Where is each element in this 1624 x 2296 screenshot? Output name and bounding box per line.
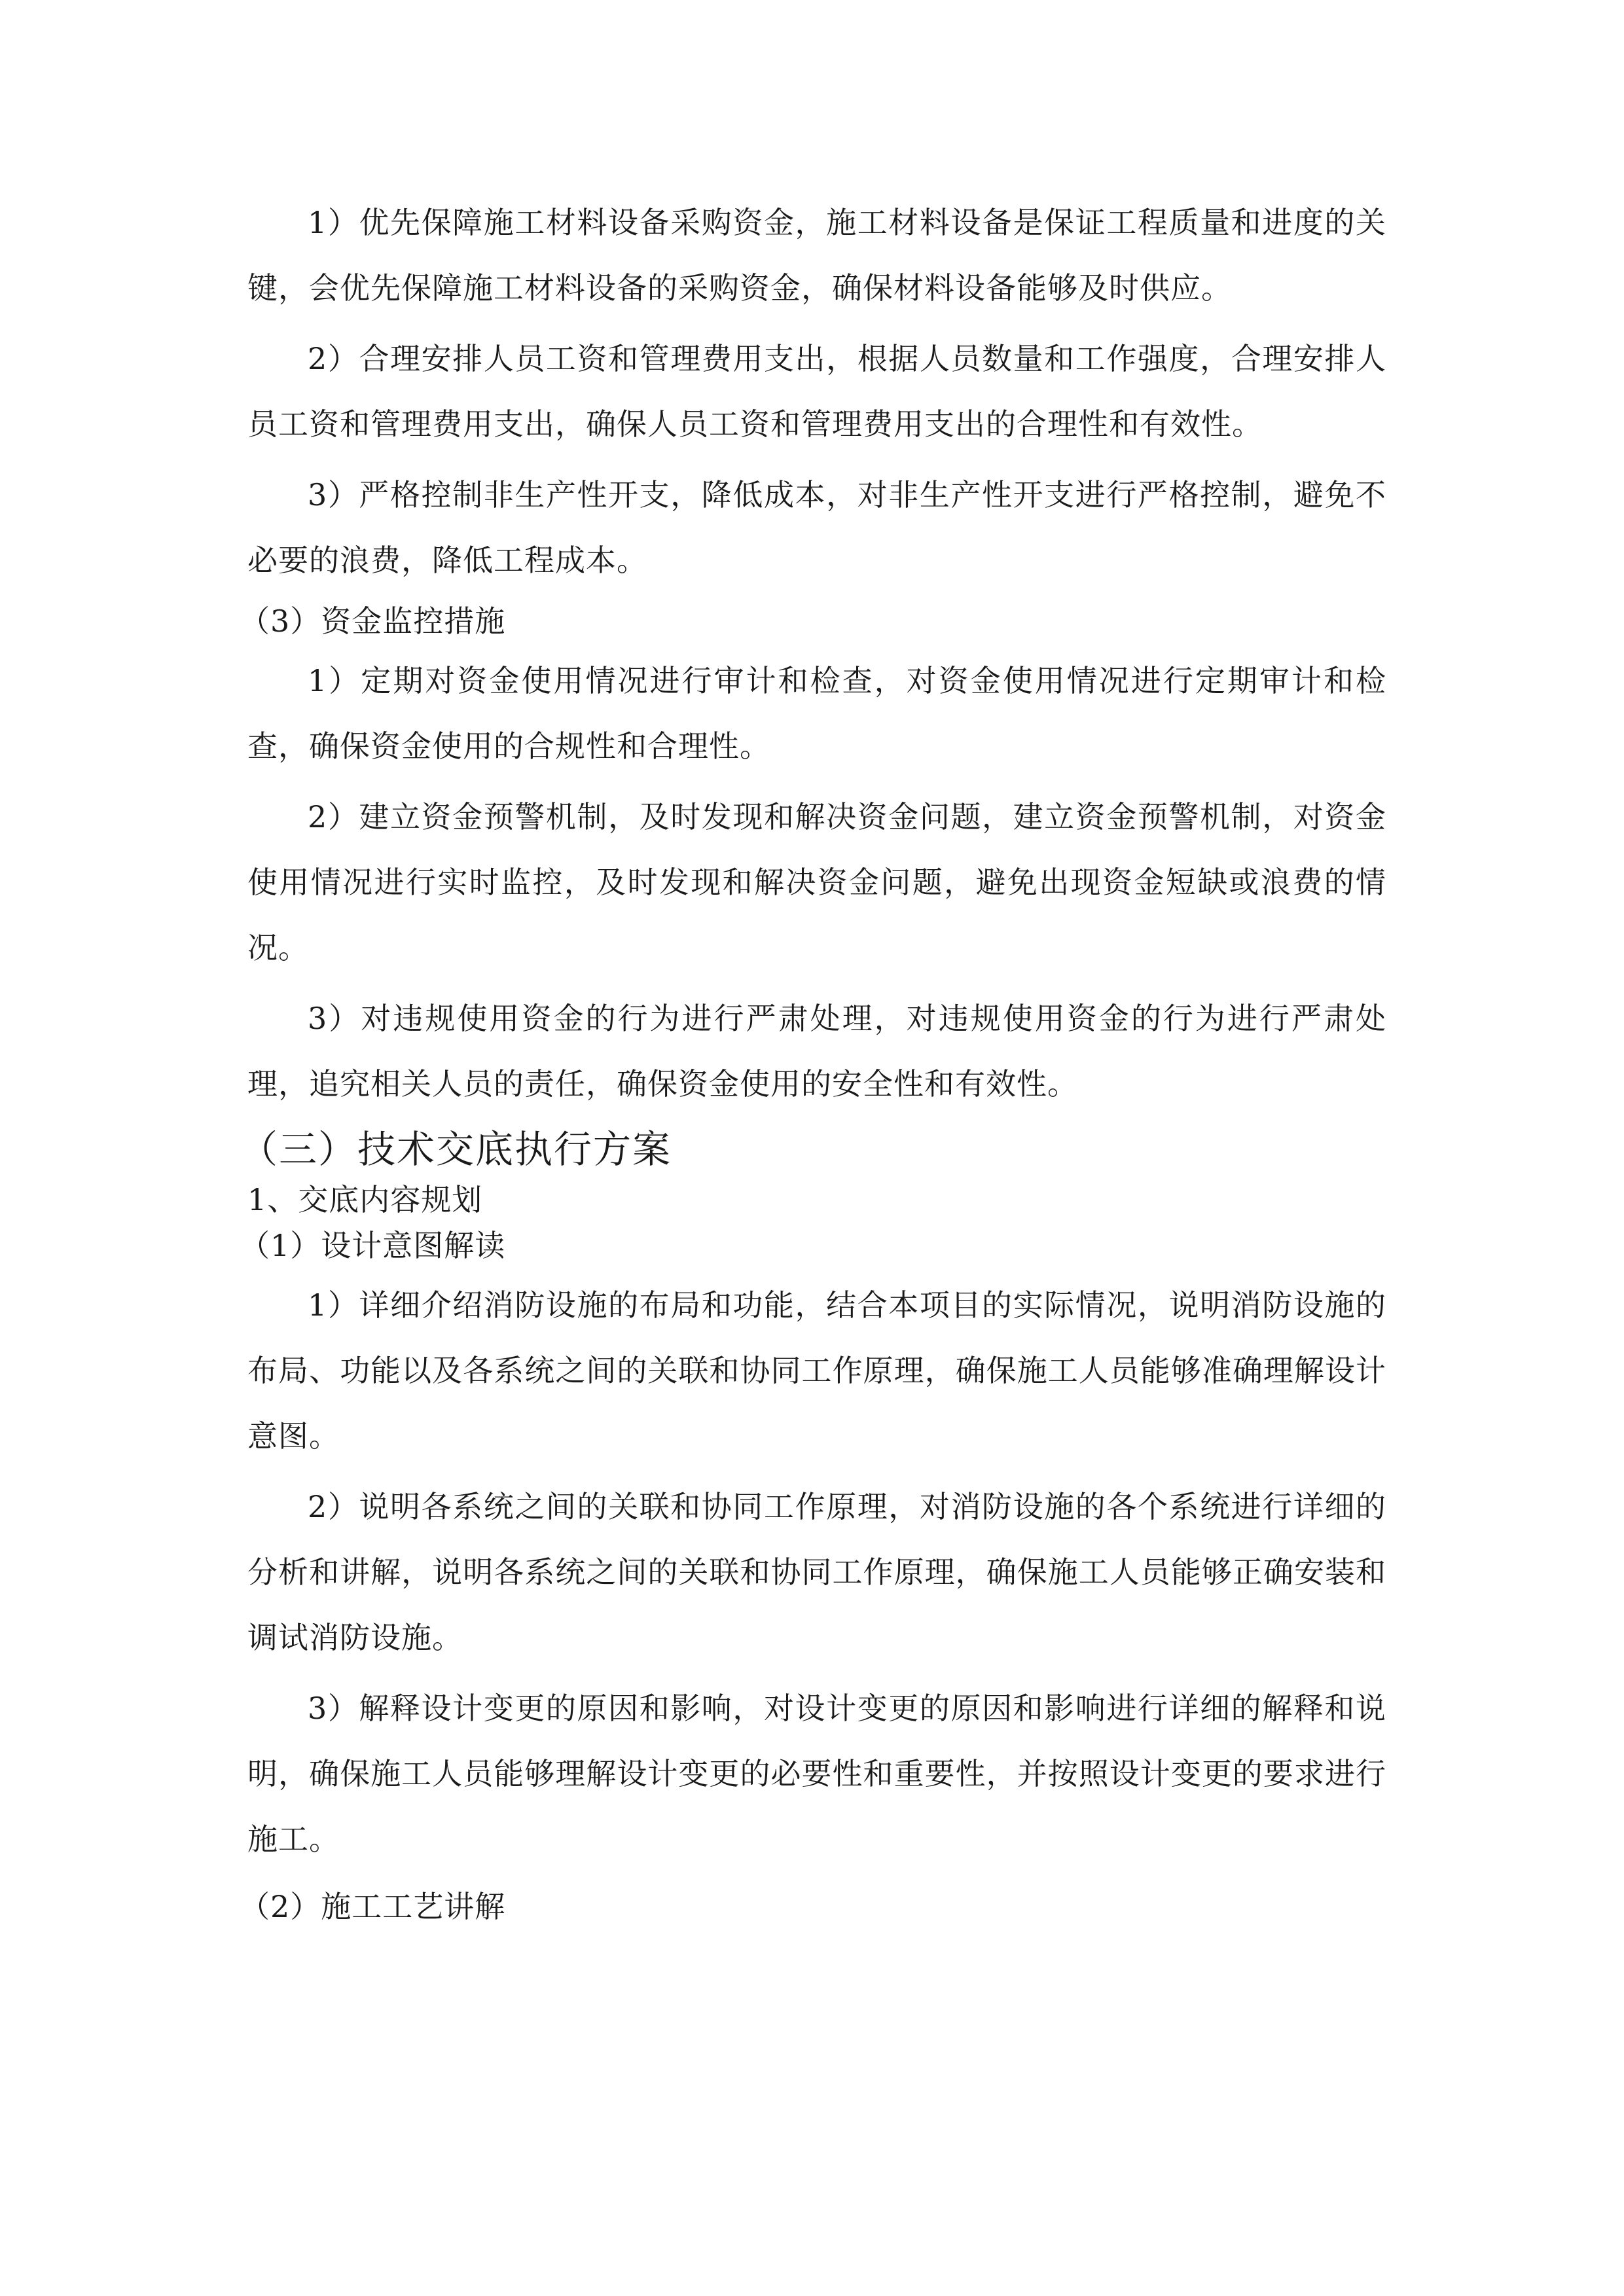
paragraph-design-changes: 3）解释设计变更的原因和影响，对设计变更的原因和影响进行详细的解释和说明，确保施工人员能够理解设计变更的必要性和重要性，并按照设计变更的要求进行施工。	[247, 1691, 1386, 1857]
document-page	[240, 190, 1386, 1929]
heading-design-intent: （1）设计意图解读	[240, 1228, 506, 1263]
paragraph-violation-handling: 3）对违规使用资金的行为进行严肃处理，对违规使用资金的行为进行严肃处理，追究相关人员的责任，确保资金使用的安全性和有效性。	[247, 1001, 1386, 1102]
heading-content-plan: 1、交底内容规划	[247, 1182, 483, 1217]
paragraph-material-funds: 1）优先保障施工材料设备采购资金，施工材料设备是保证工程质量和进度的关键，会优先保障施工材料设备的采购资金，确保材料设备能够及时供应。	[247, 205, 1386, 306]
section-heading-technical-briefing: （三）技术交底执行方案	[240, 1127, 672, 1172]
heading-fund-monitoring: （3）资金监控措施	[240, 603, 506, 639]
paragraph-layout-function: 1）详细介绍消防设施的布局和功能，结合本项目的实际情况，说明消防设施的布局、功能以及各系统之间的关联和协同工作原理，确保施工人员能够准确理解设计意图。	[247, 1287, 1386, 1454]
paragraph-salary-expenses: 2）合理安排人员工资和管理费用支出，根据人员数量和工作强度，合理安排人员工资和管理费用支出，确保人员工资和管理费用支出的合理性和有效性。	[247, 341, 1386, 442]
paragraph-audit: 1）定期对资金使用情况进行审计和检查，对资金使用情况进行定期审计和检查，确保资金使用的合规性和合理性。	[247, 663, 1386, 764]
paragraph-system-collaboration: 2）说明各系统之间的关联和协同工作原理，对消防设施的各个系统进行详细的分析和讲解，说明各系统之间的关联和协同工作原理，确保施工人员能够正确安装和调试消防设施。	[247, 1489, 1386, 1655]
heading-construction-process: （2）施工工艺讲解	[240, 1889, 506, 1924]
paragraph-warning-mechanism: 2）建立资金预警机制，及时发现和解决资金问题，建立资金预警机制，对资金使用情况进行实时监控，及时发现和解决资金问题，避免出现资金短缺或浪费的情况。	[247, 799, 1386, 965]
paragraph-nonproductive-costs: 3）严格控制非生产性开支，降低成本，对非生产性开支进行严格控制，避免不必要的浪费，降低工程成本。	[247, 477, 1386, 578]
